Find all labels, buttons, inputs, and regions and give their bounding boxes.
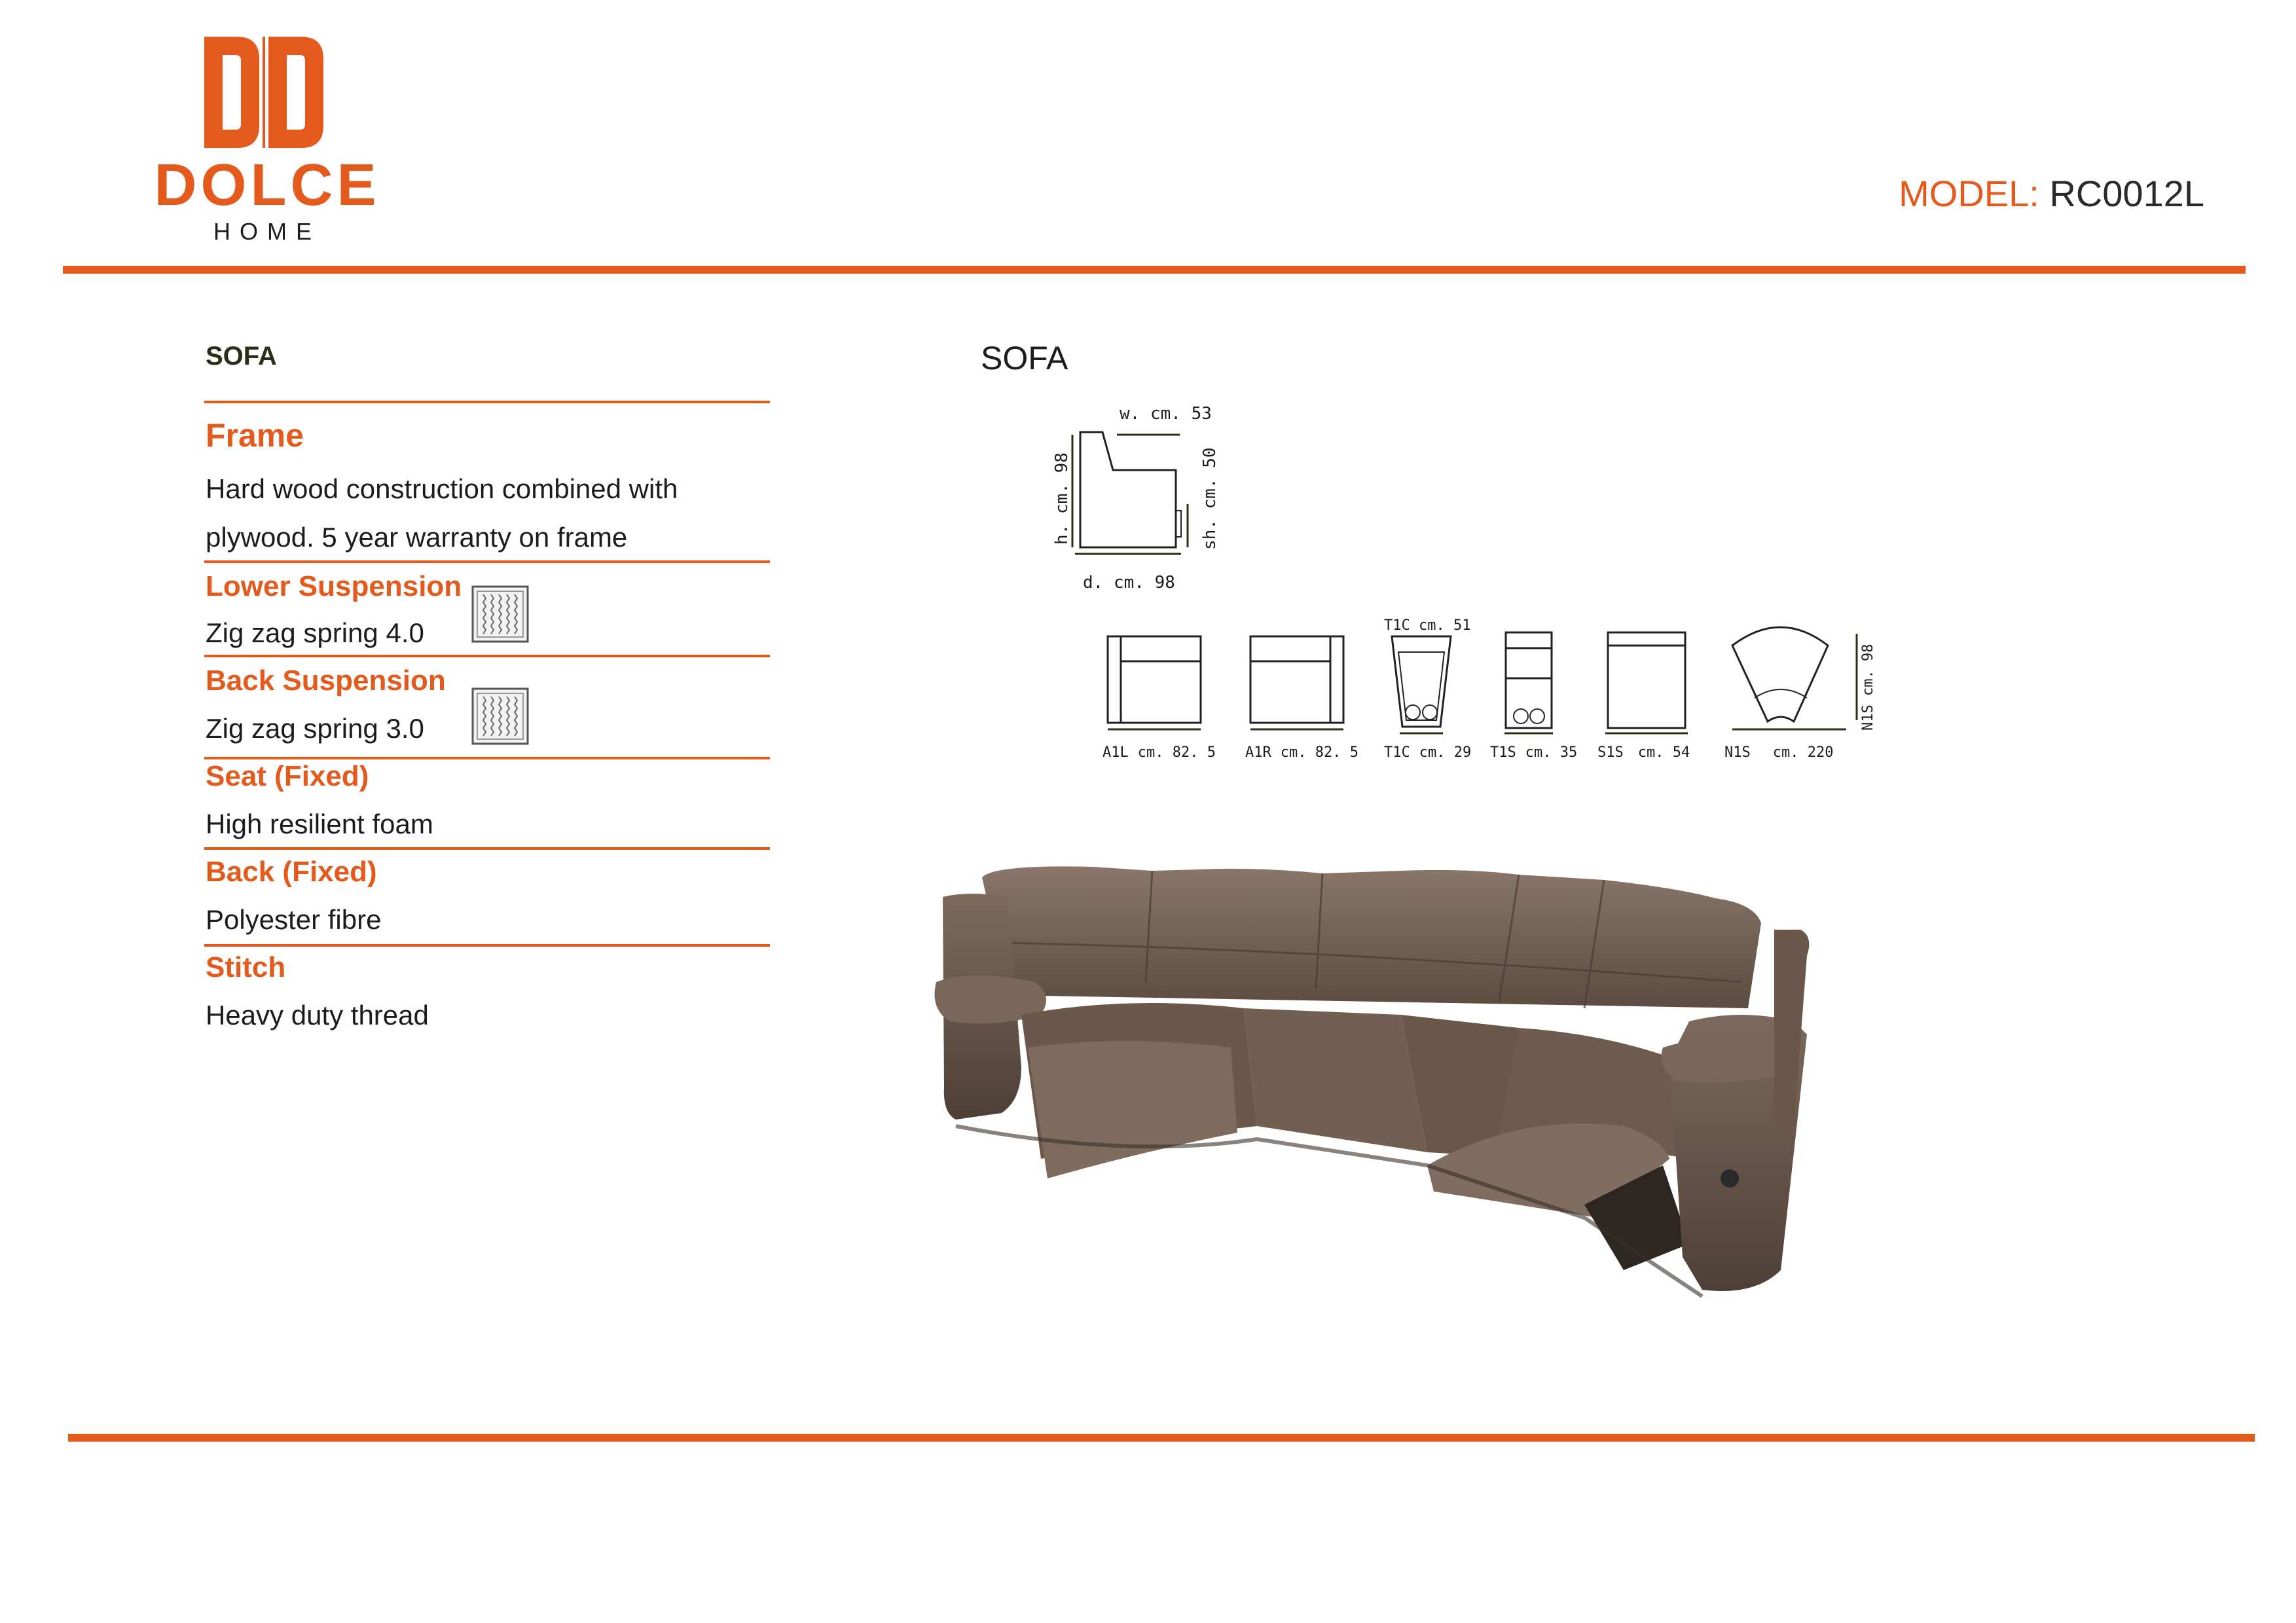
module-t1s-drawing bbox=[1504, 632, 1553, 733]
spec-divider bbox=[204, 757, 770, 759]
spec-text-back-suspension: Zig zag spring 3.0 bbox=[206, 713, 424, 744]
spec-text-back: Polyester fibre bbox=[206, 904, 382, 935]
model-value: RC0012L bbox=[2049, 173, 2204, 214]
spec-heading-back-suspension: Back Suspension bbox=[206, 665, 446, 697]
dim-seat-height: sh. cm. 50 bbox=[1200, 447, 1220, 550]
zigzag-spring-icon bbox=[471, 585, 529, 643]
spec-divider bbox=[204, 655, 770, 657]
spec-divider bbox=[204, 401, 770, 403]
spec-text-frame-1: Hard wood construction combined with bbox=[206, 473, 678, 504]
spec-heading-stitch: Stitch bbox=[206, 951, 286, 983]
sofa-photo bbox=[930, 851, 2016, 1322]
module-a1l-label: A1L cm. 82. 5 bbox=[1102, 744, 1216, 761]
spec-divider bbox=[204, 560, 770, 563]
module-t1c-label: T1C cm. 29 bbox=[1384, 744, 1472, 761]
spec-heading-back: Back (Fixed) bbox=[206, 856, 377, 888]
module-n1s-drawing bbox=[1732, 627, 1857, 729]
model-label: MODEL: bbox=[1899, 173, 2039, 214]
module-t1c-drawing bbox=[1392, 636, 1451, 733]
spec-text-stitch: Heavy duty thread bbox=[206, 1000, 429, 1030]
side-view-drawing bbox=[1072, 432, 1188, 554]
header-divider bbox=[63, 266, 2246, 274]
category-label: SOFA bbox=[206, 342, 277, 371]
spec-heading-frame: Frame bbox=[206, 417, 304, 454]
module-s1s-label: S1S cm. 54 bbox=[1597, 744, 1690, 761]
spec-text-lower-suspension: Zig zag spring 4.0 bbox=[206, 617, 424, 648]
spec-text-seat: High resilient foam bbox=[206, 809, 433, 839]
module-s1s-drawing bbox=[1605, 632, 1688, 733]
spec-text-frame-2: plywood. 5 year warranty on frame bbox=[206, 522, 628, 553]
module-a1l-drawing bbox=[1108, 636, 1201, 729]
zigzag-spring-icon bbox=[471, 687, 529, 745]
module-a1r-label: A1R cm. 82. 5 bbox=[1245, 744, 1358, 761]
spec-divider bbox=[204, 847, 770, 850]
brand-logo-mark bbox=[204, 37, 323, 148]
module-t1c-top-label: T1C cm. 51 bbox=[1384, 617, 1471, 634]
brand-sub: HOME bbox=[213, 218, 321, 245]
model-line bbox=[1899, 175, 2204, 212]
spec-heading-lower-suspension: Lower Suspension bbox=[206, 570, 462, 602]
module-n1s-side-label: N1S cm. 98 bbox=[1860, 644, 1876, 731]
spec-heading-seat: Seat (Fixed) bbox=[206, 760, 369, 792]
dim-width: w. cm. 53 bbox=[1120, 404, 1212, 424]
footer-divider bbox=[68, 1434, 2255, 1442]
spec-divider bbox=[204, 944, 770, 947]
module-n1s-label: N1S cm. 220 bbox=[1724, 744, 1834, 761]
module-t1s-label: T1S cm. 35 bbox=[1490, 744, 1578, 761]
diagram-title: SOFA bbox=[981, 340, 1068, 376]
module-diagram bbox=[1008, 393, 1886, 773]
module-a1r-drawing bbox=[1250, 636, 1343, 729]
brand-name: DOLCE bbox=[154, 153, 380, 218]
dim-depth: d. cm. 98 bbox=[1083, 573, 1175, 593]
dim-height: h. cm. 98 bbox=[1052, 452, 1072, 545]
